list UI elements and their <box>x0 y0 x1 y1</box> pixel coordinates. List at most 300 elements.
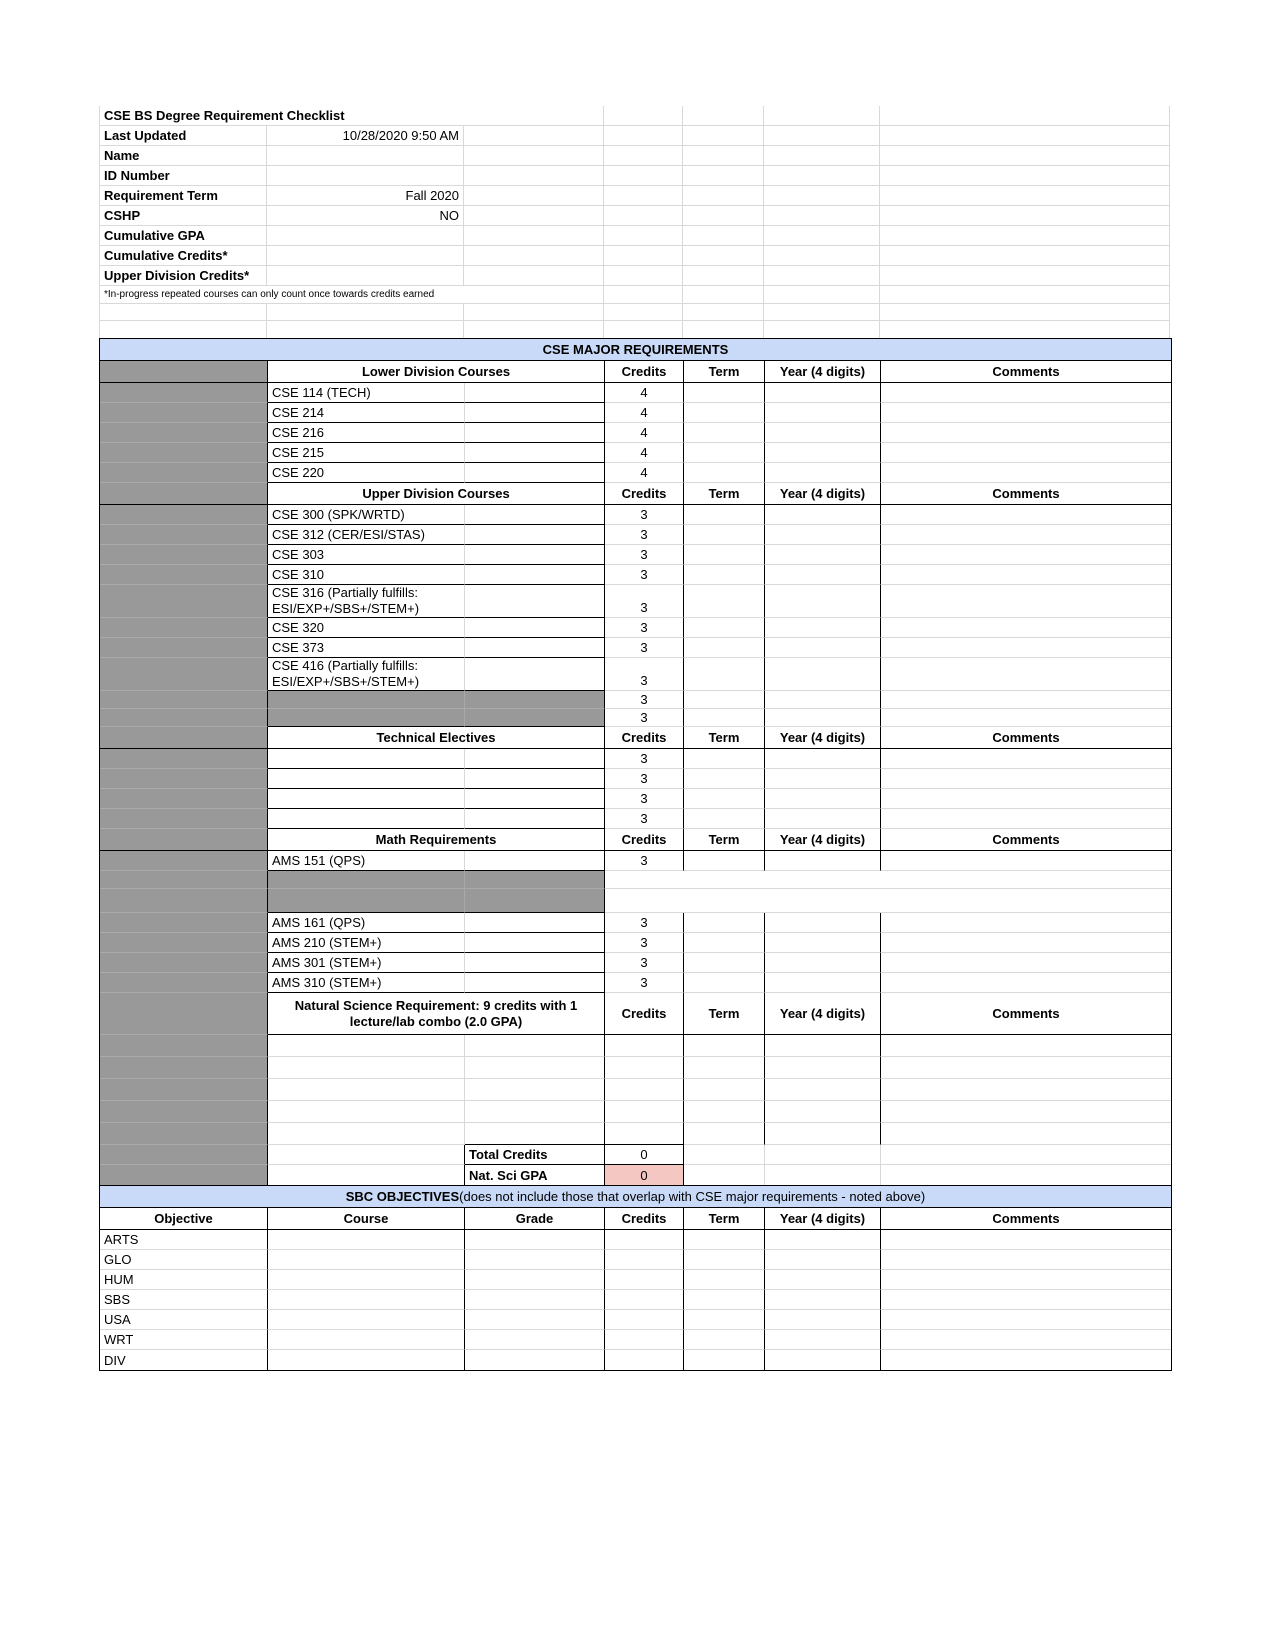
column-header-year: Year (4 digits) <box>765 483 881 505</box>
year-cell <box>765 1123 881 1145</box>
gray-spacer-cell <box>100 829 268 851</box>
natsci-gpa-value: 0 <box>605 1165 684 1185</box>
course-name: CSE 416 (Partially fulfills: ESI/EXP+/SBS+/STEM+) <box>268 658 465 691</box>
gray-spacer-cell <box>100 1145 268 1165</box>
credits-value: 3 <box>605 545 684 565</box>
column-header-comments: Comments <box>881 483 1171 505</box>
term-cell <box>684 1250 765 1270</box>
empty-cell <box>764 106 880 126</box>
credits-value: 3 <box>605 933 684 953</box>
course-row <box>100 913 1171 933</box>
credits-cell <box>605 1057 684 1079</box>
comments-cell <box>881 1079 1171 1101</box>
field-label: Upper Division Credits* <box>99 266 267 286</box>
term-cell <box>684 403 765 423</box>
empty-cell <box>465 545 605 565</box>
credits-cell <box>605 1250 684 1270</box>
comments-cell <box>881 789 1171 809</box>
gray-spacer-cell <box>100 993 268 1035</box>
comments-cell <box>881 1330 1171 1350</box>
empty-cell <box>881 889 1171 913</box>
empty-cell <box>464 246 604 266</box>
elective-row <box>100 789 1171 809</box>
term-cell <box>684 809 765 829</box>
field-label: Name <box>99 146 267 166</box>
empty-cell <box>764 304 880 321</box>
objective-label: GLO <box>100 1250 268 1270</box>
empty-cell <box>464 166 604 186</box>
course-name: CSE 303 <box>268 545 465 565</box>
section-title: Lower Division Courses <box>268 361 605 383</box>
credits-cell <box>605 1310 684 1330</box>
spreadsheet <box>99 106 1172 1371</box>
natsci-gpa-row <box>100 1165 1171 1185</box>
credits-value: 3 <box>605 658 684 691</box>
empty-cell <box>604 106 683 126</box>
empty-cell <box>683 146 764 166</box>
empty-cell <box>683 126 764 146</box>
year-cell <box>765 913 881 933</box>
course-name: CSE 300 (SPK/WRTD) <box>268 505 465 525</box>
credits-cell <box>605 1079 684 1101</box>
gray-course-cell <box>465 871 605 889</box>
natsci-row <box>100 1101 1171 1123</box>
course-name <box>268 749 465 769</box>
year-cell <box>765 525 881 545</box>
empty-cell <box>464 206 604 226</box>
gray-spacer-cell <box>100 483 268 505</box>
empty-cell <box>764 226 880 246</box>
natsci-row <box>100 1057 1171 1079</box>
year-cell <box>765 463 881 483</box>
empty-cell <box>605 889 684 913</box>
empty-cell <box>465 769 605 789</box>
year-cell <box>765 403 881 423</box>
table-row <box>99 126 1172 146</box>
empty-cell <box>764 166 880 186</box>
course-name <box>268 1123 465 1145</box>
empty-cell <box>880 321 1170 338</box>
year-cell <box>765 1057 881 1079</box>
credits-value: 3 <box>605 789 684 809</box>
column-header-credits: Credits <box>605 483 684 505</box>
credits-value: 4 <box>605 383 684 403</box>
comments-cell <box>881 1270 1171 1290</box>
term-cell <box>684 1123 765 1145</box>
empty-cell <box>764 206 880 226</box>
gray-spacer-cell <box>100 749 268 769</box>
gray-spacer-cell <box>100 953 268 973</box>
course-name: AMS 210 (STEM+) <box>268 933 465 953</box>
empty-cell <box>465 789 605 809</box>
gray-spacer-cell <box>100 727 268 749</box>
column-header-year: Year (4 digits) <box>765 361 881 383</box>
gray-spacer-cell <box>100 423 268 443</box>
sbc-row <box>100 1250 1171 1270</box>
empty-cell <box>683 304 764 321</box>
empty-cell <box>465 851 605 871</box>
empty-cell <box>464 266 604 286</box>
empty-cell <box>465 933 605 953</box>
gray-spacer-cell <box>100 638 268 658</box>
comments-cell <box>881 463 1171 483</box>
comments-cell <box>881 443 1171 463</box>
year-cell <box>765 618 881 638</box>
field-value <box>267 226 464 246</box>
natsci-row <box>100 1035 1171 1057</box>
empty-cell <box>764 146 880 166</box>
term-cell <box>684 1330 765 1350</box>
term-cell <box>684 463 765 483</box>
comments-cell <box>881 1250 1171 1270</box>
gray-spacer-cell <box>100 403 268 423</box>
empty-cell <box>604 226 683 246</box>
section-band <box>100 339 1171 361</box>
empty-cell <box>765 871 881 889</box>
empty-cell <box>465 585 605 618</box>
table-row <box>99 166 1172 186</box>
year-cell <box>765 1270 881 1290</box>
course-name <box>268 1101 465 1123</box>
empty-cell <box>465 423 605 443</box>
comments-cell <box>881 658 1171 691</box>
course-name: CSE 316 (Partially fulfills: ESI/EXP+/SBS+/STEM+) <box>268 585 465 618</box>
natsci-row <box>100 1123 1171 1145</box>
year-cell <box>765 1230 881 1250</box>
credits-cell <box>605 1035 684 1057</box>
column-header-year: Year (4 digits) <box>765 727 881 749</box>
term-cell <box>684 933 765 953</box>
credits-value: 4 <box>605 403 684 423</box>
gray-spacer-cell <box>100 769 268 789</box>
objective-label: DIV <box>100 1350 268 1370</box>
empty-cell <box>880 304 1170 321</box>
empty-cell <box>880 246 1170 266</box>
comments-cell <box>881 638 1171 658</box>
comments-cell <box>881 545 1171 565</box>
empty-cell <box>465 618 605 638</box>
term-cell <box>684 1101 765 1123</box>
column-header-credits: Credits <box>605 829 684 851</box>
gray-spacer-cell <box>100 545 268 565</box>
empty-cell <box>683 266 764 286</box>
comments-cell <box>881 1101 1171 1123</box>
course-row <box>100 618 1171 638</box>
empty-cell <box>881 871 1171 889</box>
gray-spacer-cell <box>100 933 268 953</box>
comments-cell <box>881 1057 1171 1079</box>
column-header-comments: Comments <box>881 727 1171 749</box>
table-row <box>99 106 1172 126</box>
gray-course-cell <box>465 889 605 913</box>
gray-course-cell <box>465 691 605 709</box>
column-header-term: Term <box>684 993 765 1035</box>
table-row <box>99 246 1172 266</box>
empty-cell <box>465 973 605 993</box>
gray-course-cell <box>268 709 465 727</box>
gray-spacer-cell <box>100 1057 268 1079</box>
term-cell <box>684 1035 765 1057</box>
term-cell <box>684 691 765 709</box>
comments-cell <box>881 1310 1171 1330</box>
empty-cell <box>465 383 605 403</box>
course-row <box>100 933 1171 953</box>
field-value: NO <box>267 206 464 226</box>
year-cell <box>765 383 881 403</box>
empty-cell <box>880 166 1170 186</box>
section-header-row <box>100 993 1171 1035</box>
empty-cell <box>465 1123 605 1145</box>
empty-cell <box>683 206 764 226</box>
objective-label: SBS <box>100 1290 268 1310</box>
empty-cell <box>465 525 605 545</box>
sbc-row <box>100 1270 1171 1290</box>
term-cell <box>684 1057 765 1079</box>
empty-cell <box>764 286 880 304</box>
empty-cell <box>267 321 464 338</box>
empty-cell <box>880 286 1170 304</box>
empty-cell <box>764 266 880 286</box>
empty-cell <box>880 266 1170 286</box>
column-header-credits: Credits <box>605 727 684 749</box>
term-cell <box>684 565 765 585</box>
field-value: Fall 2020 <box>267 186 464 206</box>
term-cell <box>684 505 765 525</box>
comments-cell <box>881 851 1171 871</box>
gray-spacer-cell <box>100 383 268 403</box>
objective-label: WRT <box>100 1330 268 1350</box>
empty-cell <box>880 186 1170 206</box>
comments-cell <box>881 423 1171 443</box>
empty-cell <box>604 304 683 321</box>
empty-cell <box>764 246 880 266</box>
course-cell <box>268 1290 465 1310</box>
credits-value: 3 <box>605 973 684 993</box>
section-header-row <box>100 829 1171 851</box>
total-credits-row <box>100 1145 1171 1165</box>
year-cell <box>765 585 881 618</box>
credits-value: 4 <box>605 423 684 443</box>
term-cell <box>684 638 765 658</box>
credits-cell <box>605 1230 684 1250</box>
year-cell <box>765 1035 881 1057</box>
credits-value: 3 <box>605 749 684 769</box>
comments-cell <box>881 403 1171 423</box>
term-cell <box>684 443 765 463</box>
empty-cell <box>683 286 764 304</box>
course-cell <box>268 1350 465 1370</box>
term-cell <box>684 769 765 789</box>
term-cell <box>684 1310 765 1330</box>
column-header-comments: Comments <box>881 361 1171 383</box>
column-header-year: Year (4 digits) <box>765 829 881 851</box>
gray-course-cell <box>465 709 605 727</box>
comments-cell <box>881 565 1171 585</box>
gray-spacer-cell <box>100 889 268 913</box>
field-label: Cumulative Credits* <box>99 246 267 266</box>
comments-cell <box>881 1290 1171 1310</box>
column-header-year: Year (4 digits) <box>765 993 881 1035</box>
empty-cell <box>604 246 683 266</box>
column-header-year: Year (4 digits) <box>765 1208 881 1230</box>
field-label: CSHP <box>99 206 267 226</box>
comments-cell <box>881 1145 1171 1165</box>
term-cell <box>684 749 765 769</box>
grade-cell <box>465 1310 605 1330</box>
course-row <box>100 403 1171 423</box>
elective-row <box>100 809 1171 829</box>
year-cell <box>765 1079 881 1101</box>
sbc-header-row <box>100 1208 1171 1230</box>
empty-cell <box>267 304 464 321</box>
field-value <box>267 146 464 166</box>
grade-cell <box>465 1250 605 1270</box>
section-title: Natural Science Requirement: 9 credits with 1 lecture/lab combo (2.0 GPA) <box>268 993 605 1035</box>
year-cell <box>765 1145 881 1165</box>
empty-cell <box>683 186 764 206</box>
column-header-objective: Objective <box>100 1208 268 1230</box>
course-row <box>100 953 1171 973</box>
credits-value: 3 <box>605 585 684 618</box>
empty-cell <box>465 505 605 525</box>
course-cell <box>268 1330 465 1350</box>
empty-cell <box>880 226 1170 246</box>
sheet-title: CSE BS Degree Requirement Checklist <box>99 106 464 126</box>
course-name: CSE 312 (CER/ESI/STAS) <box>268 525 465 545</box>
table-row <box>99 186 1172 206</box>
year-cell <box>765 1330 881 1350</box>
empty-cell <box>465 953 605 973</box>
empty-cell <box>880 106 1170 126</box>
empty-cell <box>764 186 880 206</box>
empty-cell <box>764 321 880 338</box>
total-credits-label: Total Credits <box>465 1145 605 1165</box>
gray-elective-row <box>100 691 1171 709</box>
course-name <box>268 809 465 829</box>
empty-cell <box>465 1101 605 1123</box>
credits-cell <box>605 1290 684 1310</box>
year-cell <box>765 1290 881 1310</box>
column-header-term: Term <box>684 1208 765 1230</box>
course-name: CSE 114 (TECH) <box>268 383 465 403</box>
empty-cell <box>465 638 605 658</box>
term-cell <box>684 851 765 871</box>
course-row <box>100 443 1171 463</box>
empty-cell <box>880 206 1170 226</box>
empty-cell <box>465 565 605 585</box>
comments-cell <box>881 749 1171 769</box>
course-name <box>268 1079 465 1101</box>
column-header-credits: Credits <box>605 361 684 383</box>
credits-value: 4 <box>605 443 684 463</box>
column-header-term: Term <box>684 829 765 851</box>
comments-cell <box>881 525 1171 545</box>
section-title: Technical Electives <box>268 727 605 749</box>
year-cell <box>765 658 881 691</box>
year-cell <box>765 505 881 525</box>
empty-cell <box>464 226 604 246</box>
year-cell <box>765 423 881 443</box>
term-cell <box>684 953 765 973</box>
column-header-term: Term <box>684 361 765 383</box>
empty-cell <box>465 809 605 829</box>
year-cell <box>765 443 881 463</box>
year-cell <box>765 1165 881 1185</box>
empty-cell <box>684 871 765 889</box>
gray-course-cell <box>268 691 465 709</box>
column-header-comments: Comments <box>881 829 1171 851</box>
comments-cell <box>881 505 1171 525</box>
credits-cell <box>605 1350 684 1370</box>
section-header-row <box>100 727 1171 749</box>
course-name <box>268 1035 465 1057</box>
column-header-term: Term <box>684 727 765 749</box>
section-title: Upper Division Courses <box>268 483 605 505</box>
column-header-term: Term <box>684 483 765 505</box>
year-cell <box>765 749 881 769</box>
year-cell <box>765 789 881 809</box>
term-cell <box>684 545 765 565</box>
course-name: CSE 320 <box>268 618 465 638</box>
empty-cell <box>683 166 764 186</box>
empty-cell <box>765 889 881 913</box>
field-value <box>267 266 464 286</box>
gray-spacer-cell <box>100 913 268 933</box>
course-name: AMS 310 (STEM+) <box>268 973 465 993</box>
empty-cell <box>604 286 683 304</box>
term-cell <box>684 709 765 727</box>
section-band <box>100 1186 1171 1208</box>
comments-cell <box>881 618 1171 638</box>
course-row <box>100 638 1171 658</box>
course-row <box>100 545 1171 565</box>
comments-cell <box>881 1035 1171 1057</box>
gray-block-row <box>100 889 1171 913</box>
year-cell <box>765 691 881 709</box>
credits-value: 3 <box>605 809 684 829</box>
field-value: 10/28/2020 9:50 AM <box>267 126 464 146</box>
course-row <box>100 423 1171 443</box>
course-name: CSE 216 <box>268 423 465 443</box>
term-cell <box>684 913 765 933</box>
table-row <box>99 226 1172 246</box>
credits-value: 3 <box>605 709 684 727</box>
empty-cell <box>465 1057 605 1079</box>
empty-cell <box>683 246 764 266</box>
empty-cell <box>464 146 604 166</box>
credits-value: 3 <box>605 691 684 709</box>
sbc-band-bold: SBC OBJECTIVES <box>345 1189 460 1204</box>
gray-course-cell <box>268 889 465 913</box>
natsci-row <box>100 1079 1171 1101</box>
comments-cell <box>881 1230 1171 1250</box>
course-row <box>100 565 1171 585</box>
gray-spacer-cell <box>100 565 268 585</box>
gray-spacer-cell <box>100 1079 268 1101</box>
field-label: Last Updated <box>99 126 267 146</box>
column-header-comments: Comments <box>881 993 1171 1035</box>
credits-value: 3 <box>605 851 684 871</box>
comments-cell <box>881 809 1171 829</box>
sbc-band-title <box>100 1186 1171 1208</box>
term-cell <box>684 1079 765 1101</box>
empty-cell <box>464 106 604 126</box>
gray-spacer-cell <box>100 443 268 463</box>
gray-spacer-cell <box>100 1165 268 1185</box>
year-cell <box>765 851 881 871</box>
credits-value: 3 <box>605 565 684 585</box>
year-cell <box>765 565 881 585</box>
